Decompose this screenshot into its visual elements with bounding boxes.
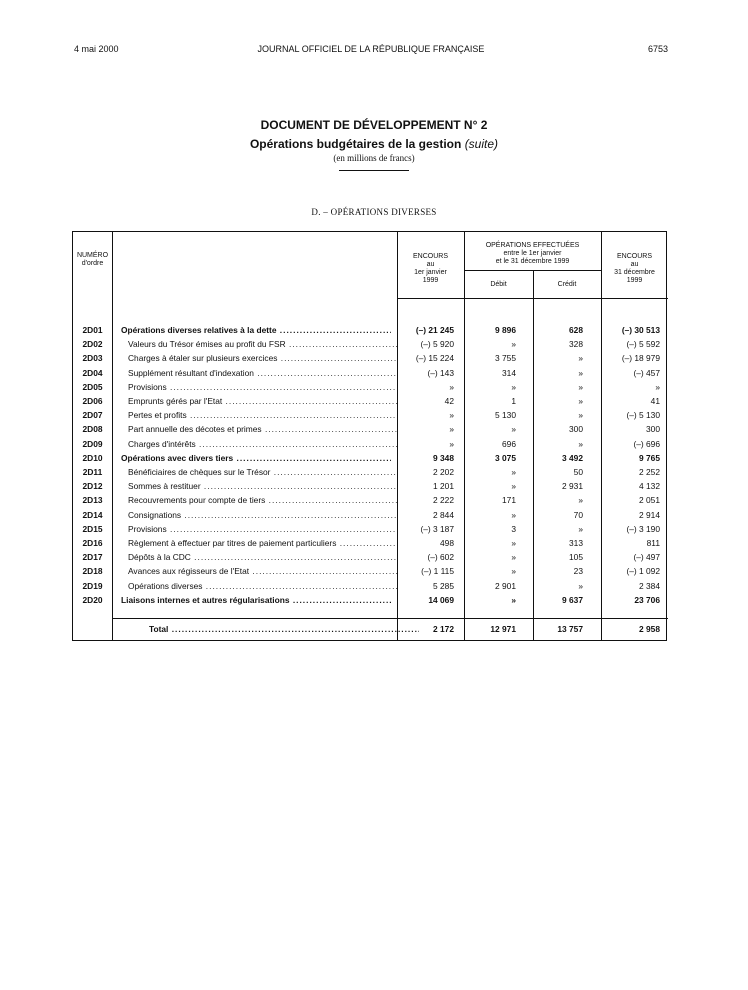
row-label: Règlement à effectuer par titres de paiement particuliers .....	[128, 536, 398, 550]
row-encours-debut: (–) 602	[427, 552, 454, 563]
header-encours-fin-line3: 31 décembre	[614, 269, 655, 276]
row-debit: 3 755	[495, 353, 516, 364]
row-debit: 1	[511, 396, 516, 406]
table-row	[73, 536, 668, 550]
issue-date: 4 mai 2000	[74, 44, 119, 54]
header-encours-fin-line2: au	[630, 261, 639, 268]
row-label: Valeurs du Trésor émises au profit du FSR .....	[128, 337, 398, 351]
row-encours-fin: 4 132	[639, 481, 660, 492]
row-code: 2D19	[82, 580, 103, 591]
header-encours-debut-line2: au	[426, 261, 435, 268]
row-encours-debut: 2 202	[433, 467, 454, 477]
row-label: Liaisons internes et autres régularisations .....	[121, 593, 391, 607]
row-credit: 50	[573, 467, 583, 477]
row-credit: »	[578, 396, 583, 406]
header-encours-debut-line1: ENCOURS	[412, 253, 448, 260]
row-encours-debut: (–) 143	[427, 367, 454, 378]
header-encours-fin	[601, 253, 668, 285]
row-credit: »	[578, 410, 583, 421]
table-row	[73, 323, 668, 337]
row-encours-debut: 5 285	[433, 580, 454, 591]
row-encours-fin: (–) 1 092	[626, 566, 660, 577]
row-debit: 314	[502, 367, 516, 378]
table-row	[73, 394, 668, 408]
row-code: 2D18	[82, 566, 103, 577]
operations-table	[72, 231, 667, 641]
row-code: 2D14	[82, 509, 103, 520]
row-encours-fin: (–) 5 130	[626, 410, 660, 421]
row-code: 2D13	[82, 495, 103, 506]
table-row	[73, 579, 668, 593]
row-code: 2D09	[82, 438, 103, 449]
row-debit: 3 075	[495, 452, 516, 463]
header-encours-fin-line4: 1999	[626, 277, 643, 284]
row-encours-debut: (–) 5 920	[420, 339, 454, 350]
table-row	[73, 380, 668, 394]
row-credit: 9 637	[562, 594, 583, 605]
row-code: 2D11	[82, 467, 103, 477]
header-operations-line3: et le 31 décembre 1999	[495, 258, 570, 265]
row-label: Charges à étaler sur plusieurs exercices .....	[128, 351, 398, 365]
row-encours-fin: 2 252	[639, 467, 660, 477]
header-encours-debut	[397, 253, 464, 285]
row-encours-debut: (–) 15 224	[415, 353, 454, 364]
row-debit: 9 896	[495, 325, 516, 335]
row-label: Supplément résultant d'indexation .....	[128, 366, 398, 380]
row-code: 2D17	[82, 552, 103, 563]
total-label: Total .....	[149, 622, 419, 636]
row-debit: 2 901	[495, 580, 516, 591]
row-label: Provisions .....	[128, 380, 398, 394]
row-encours-debut: 498	[440, 538, 454, 548]
row-label: Pertes et profits .....	[128, 408, 398, 422]
header-debit: Débit	[490, 281, 507, 288]
row-label: Bénéficiaires de chèques sur le Trésor .....	[128, 465, 398, 479]
table-row	[73, 550, 668, 564]
row-code: 2D07	[82, 410, 103, 421]
row-debit: »	[511, 594, 516, 605]
row-encours-fin: »	[655, 381, 660, 392]
running-head	[74, 44, 668, 58]
header-numero-line2: d'ordre	[81, 260, 104, 267]
row-credit: »	[578, 495, 583, 506]
row-encours-fin: (–) 18 979	[621, 353, 660, 364]
header-operations-line2: entre le 1er janvier	[503, 250, 562, 257]
total-encours-debut: 2 172	[433, 624, 454, 634]
row-encours-fin: (–) 5 592	[626, 339, 660, 350]
row-label: Opérations avec divers tiers .....	[121, 451, 391, 465]
row-credit: »	[578, 353, 583, 364]
row-encours-fin: 2 914	[639, 509, 660, 520]
row-encours-debut: (–) 1 115	[421, 566, 454, 577]
row-label: Part annuelle des décotes et primes .....	[128, 422, 398, 436]
row-credit: 628	[569, 325, 583, 335]
row-encours-debut: »	[449, 381, 454, 392]
row-code: 2D15	[82, 523, 103, 534]
row-debit: »	[511, 509, 516, 520]
subtitle-text: Opérations budgétaires de la gestion	[249, 137, 462, 151]
row-encours-debut: »	[449, 438, 454, 449]
table-row	[73, 408, 668, 422]
row-encours-debut: 42	[444, 396, 454, 406]
row-credit: 70	[573, 509, 583, 520]
row-encours-debut: 2 222	[433, 495, 454, 506]
section-title: D. – OPÉRATIONS DIVERSES	[311, 207, 437, 217]
header-encours-fin-line1: ENCOURS	[616, 253, 652, 260]
row-credit: 23	[573, 566, 583, 577]
table-row	[73, 337, 668, 351]
row-encours-fin: (–) 497	[633, 552, 660, 563]
row-encours-debut: (–) 21 245	[415, 325, 454, 335]
total-row	[73, 622, 668, 636]
row-label: Opérations diverses relatives à la dette .....	[121, 323, 391, 337]
table-row	[73, 451, 668, 465]
table-row	[73, 351, 668, 365]
table-row	[73, 493, 668, 507]
row-credit: 313	[569, 538, 583, 548]
total-credit: 13 757	[557, 624, 583, 634]
row-credit: 3 492	[562, 452, 583, 463]
row-encours-debut: 2 844	[433, 509, 454, 520]
row-code: 2D01	[82, 325, 103, 335]
document-title: DOCUMENT DE DÉVELOPPEMENT N° 2	[260, 118, 488, 132]
row-credit: 105	[569, 552, 583, 563]
row-label: Avances aux régisseurs de l'Etat .....	[128, 564, 398, 578]
table-row	[73, 479, 668, 493]
header-operations	[464, 242, 601, 266]
table-row	[73, 522, 668, 536]
table-row	[73, 564, 668, 578]
row-code: 2D05	[82, 381, 103, 392]
row-code: 2D04	[82, 367, 103, 378]
row-debit: »	[511, 339, 516, 350]
row-encours-fin: (–) 696	[633, 438, 660, 449]
row-debit: »	[511, 381, 516, 392]
row-label: Charges d'intérêts .....	[128, 437, 398, 451]
row-code: 2D12	[82, 481, 103, 492]
row-code: 2D10	[82, 452, 103, 463]
row-code: 2D03	[82, 353, 103, 364]
header-operations-line1: OPÉRATIONS EFFECTUÉES	[485, 242, 580, 249]
table-row	[73, 593, 668, 607]
header-encours-debut-line3: 1er janvier	[414, 269, 447, 276]
header-rule	[397, 298, 668, 299]
row-encours-fin: 9 765	[639, 452, 660, 463]
table-row	[73, 422, 668, 436]
row-label: Consignations .....	[128, 508, 398, 522]
row-debit: »	[511, 424, 516, 435]
row-label: Provisions .....	[128, 522, 398, 536]
row-encours-debut: 1 201	[433, 481, 454, 492]
row-credit: 2 931	[562, 481, 583, 492]
row-encours-fin: (–) 457	[633, 367, 660, 378]
row-debit: »	[511, 538, 516, 548]
row-encours-fin: 41	[650, 396, 660, 406]
row-credit: »	[578, 580, 583, 591]
row-encours-debut: »	[449, 424, 454, 435]
total-debit: 12 971	[490, 624, 516, 634]
row-encours-debut: »	[449, 410, 454, 421]
row-debit: »	[511, 552, 516, 563]
row-encours-debut: 14 069	[428, 594, 454, 605]
row-label: Dépôts à la CDC .....	[128, 550, 398, 564]
row-code: 2D02	[82, 339, 103, 350]
row-code: 2D16	[82, 538, 103, 548]
row-label: Opérations diverses .....	[128, 579, 398, 593]
row-encours-fin: 300	[646, 424, 660, 435]
row-credit: »	[578, 438, 583, 449]
row-encours-fin: 2 051	[639, 495, 660, 506]
page-number: 6753	[647, 44, 668, 54]
row-encours-fin: 23 706	[634, 594, 660, 605]
subtitle-suffix: (suite)	[464, 137, 499, 151]
row-label: Sommes à restituer .....	[128, 479, 398, 493]
table-row	[73, 437, 668, 451]
row-encours-debut: (–) 3 187	[420, 523, 454, 534]
row-credit: 328	[569, 339, 583, 350]
row-encours-fin: 811	[646, 538, 660, 548]
row-credit: »	[578, 523, 583, 534]
row-encours-debut: 9 348	[433, 452, 454, 463]
header-credit: Crédit	[557, 281, 577, 288]
title-rule	[339, 170, 409, 171]
row-debit: 5 130	[495, 410, 516, 421]
row-code: 2D08	[82, 424, 103, 435]
table-row	[73, 508, 668, 522]
header-encours-debut-line4: 1999	[422, 277, 439, 284]
row-label: Emprunts gérés par l'Etat .....	[128, 394, 398, 408]
header-rule	[464, 270, 601, 271]
row-credit: »	[578, 367, 583, 378]
row-code: 2D06	[82, 396, 103, 406]
row-label: Recouvrements pour compte de tiers .....	[128, 493, 398, 507]
total-encours-fin: 2 958	[639, 624, 660, 634]
row-debit: »	[511, 467, 516, 477]
row-debit: 171	[502, 495, 516, 506]
row-debit: »	[511, 481, 516, 492]
row-credit: »	[578, 381, 583, 392]
header-numero-line1: NUMÉRO	[76, 252, 109, 259]
row-debit: 3	[511, 523, 516, 534]
row-debit: »	[511, 566, 516, 577]
row-encours-fin: (–) 30 513	[621, 325, 660, 335]
document-subtitle	[0, 137, 748, 151]
row-encours-fin: 2 384	[639, 580, 660, 591]
total-rule	[112, 618, 668, 619]
row-debit: 696	[502, 438, 516, 449]
row-code: 2D20	[82, 594, 103, 605]
table-row	[73, 465, 668, 479]
row-encours-fin: (–) 3 190	[626, 523, 660, 534]
header-numero	[73, 252, 112, 268]
table-row	[73, 366, 668, 380]
row-credit: 300	[569, 424, 583, 435]
journal-title: JOURNAL OFFICIEL DE LA RÉPUBLIQUE FRANÇAISE	[257, 44, 485, 54]
unit-note: (en millions de francs)	[333, 153, 415, 163]
